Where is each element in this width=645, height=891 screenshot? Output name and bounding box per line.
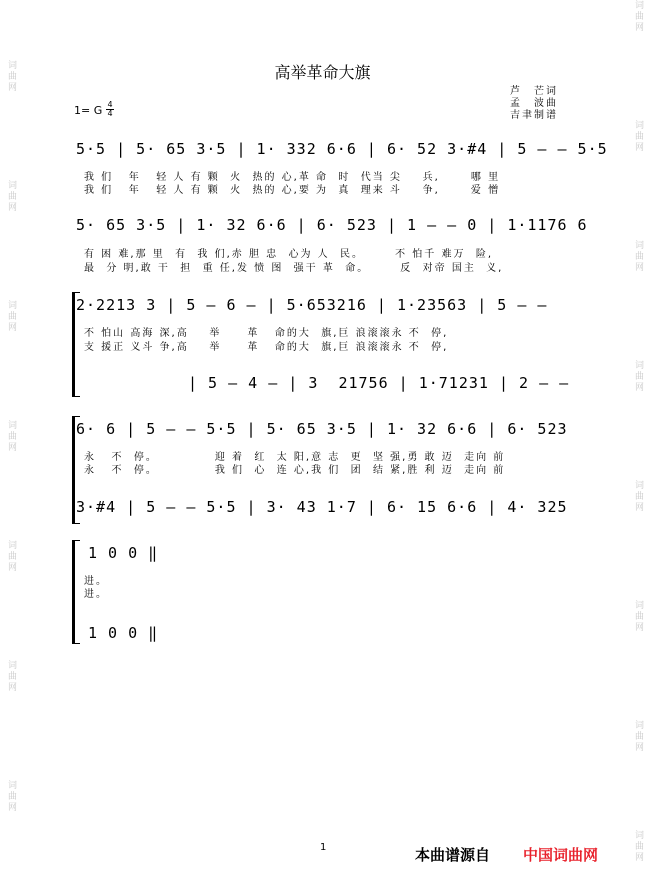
watermark-text: 词曲网 — [633, 240, 643, 273]
watermark-text: 词曲网 — [6, 540, 16, 573]
lyric-line: 进。 — [84, 576, 108, 587]
watermark-text: 词曲网 — [6, 660, 16, 693]
notation-text: | 5 — 4 — | 3 21756 | 1·71231 | 2 — — — [188, 374, 570, 392]
notation-line — [76, 420, 571, 440]
song-title: 高举革命大旗 — [274, 63, 371, 82]
notation-text: 1 0 0 ‖ — [88, 624, 159, 642]
watermark-text: 词曲网 — [6, 300, 16, 333]
notation-credit: 吉聿制谱 — [510, 110, 558, 121]
notation-text: 3·#4 | 5 — — 5·5 | 3· 43 1·7 | 6· 15 6·6 | 4· 325 — [76, 498, 568, 516]
lyric-line: 支 援正 义斗 争,高 举 革 命的大 旗,巨 浪滚滚永 不 停, — [84, 342, 449, 353]
lyric-line: 有 困 难,那 里 有 我 们,赤 胆 忠 心为 人 民。 不 怕千 难万 险, — [84, 249, 494, 260]
notation-text: 5· 65 3·5 | 1· 32 6·6 | 6· 523 | 1 — — 0 | 1·1176 6 — [76, 216, 588, 234]
lyric-line: 永 不 停。 迎 着 红 太 阳,意 志 更 坚 强,勇 敢 迈 走向 前 — [84, 452, 506, 463]
lyric-line: 我 们 年 轻 人 有 颗 火 热的 心,要 为 真 理来 斗 争, 爱 憎 — [84, 185, 501, 196]
notation-line — [76, 216, 588, 236]
key-signature: 1= G — [74, 104, 103, 117]
watermark-text: 词曲网 — [633, 600, 643, 633]
notation-line-lower — [76, 498, 571, 518]
notation-line — [88, 544, 208, 564]
system-brace — [72, 540, 80, 644]
watermark-left — [0, 0, 18, 891]
watermark-text: 词曲网 — [633, 360, 643, 393]
notation-line-lower — [88, 624, 208, 644]
watermark-text: 词曲网 — [633, 480, 643, 513]
notation-text: 2·2213 3 | 5 — 6 — | 5·653216 | 1·23563 | 5 — — — [76, 296, 548, 314]
watermark-text: 词曲网 — [6, 780, 16, 813]
watermark-right — [627, 0, 645, 891]
footer-site-link[interactable]: 中国词曲网 — [523, 846, 599, 864]
time-signature-top: 4 — [107, 100, 113, 109]
notation-line — [76, 140, 608, 160]
watermark-text: 词曲网 — [6, 180, 16, 213]
time-signature-bottom: 4 — [107, 109, 113, 118]
page-number: 1 — [320, 842, 327, 853]
composer-credit: 孟 波曲 — [510, 98, 558, 109]
watermark-text: 词曲网 — [6, 420, 16, 453]
lyricist-credit: 芦 芒词 — [510, 86, 558, 97]
watermark-text: 词曲网 — [633, 120, 643, 153]
time-signature — [106, 101, 114, 118]
notation-text: 5·5 | 5· 65 3·5 | 1· 332 6·6 | 6· 52 3·#4 | 5 — — 5·5 — [76, 140, 608, 158]
lyric-line: 我 们 年 轻 人 有 颗 火 热的 心,革 命 时 代当 尖 兵, 哪 里 — [84, 172, 501, 183]
lyric-line: 最 分 明,敢 干 担 重 任,发 愤 图 强干 革 命。 反 对帝 国主 义, — [84, 263, 504, 274]
notation-text: 6· 6 | 5 — — 5·5 | 5· 65 3·5 | 1· 32 6·6 | 6· 523 — [76, 420, 568, 438]
lyric-line: 进。 — [84, 589, 108, 600]
watermark-text: 词曲网 — [633, 830, 643, 863]
notation-line-lower — [188, 374, 571, 394]
notation-line — [76, 296, 571, 316]
watermark-text: 词曲网 — [633, 0, 643, 33]
lyric-line: 永 不 停。 我 们 心 连 心,我 们 团 结 紧,胜 利 迈 走向 前 — [84, 465, 506, 476]
footer-source-label: 本曲谱源自 — [415, 846, 491, 864]
notation-text: 1 0 0 ‖ — [88, 544, 159, 562]
lyric-line: 不 怕山 高海 深,高 举 革 命的大 旗,巨 浪滚滚永 不 停, — [84, 328, 449, 339]
watermark-text: 词曲网 — [6, 60, 16, 93]
watermark-text: 词曲网 — [633, 720, 643, 753]
